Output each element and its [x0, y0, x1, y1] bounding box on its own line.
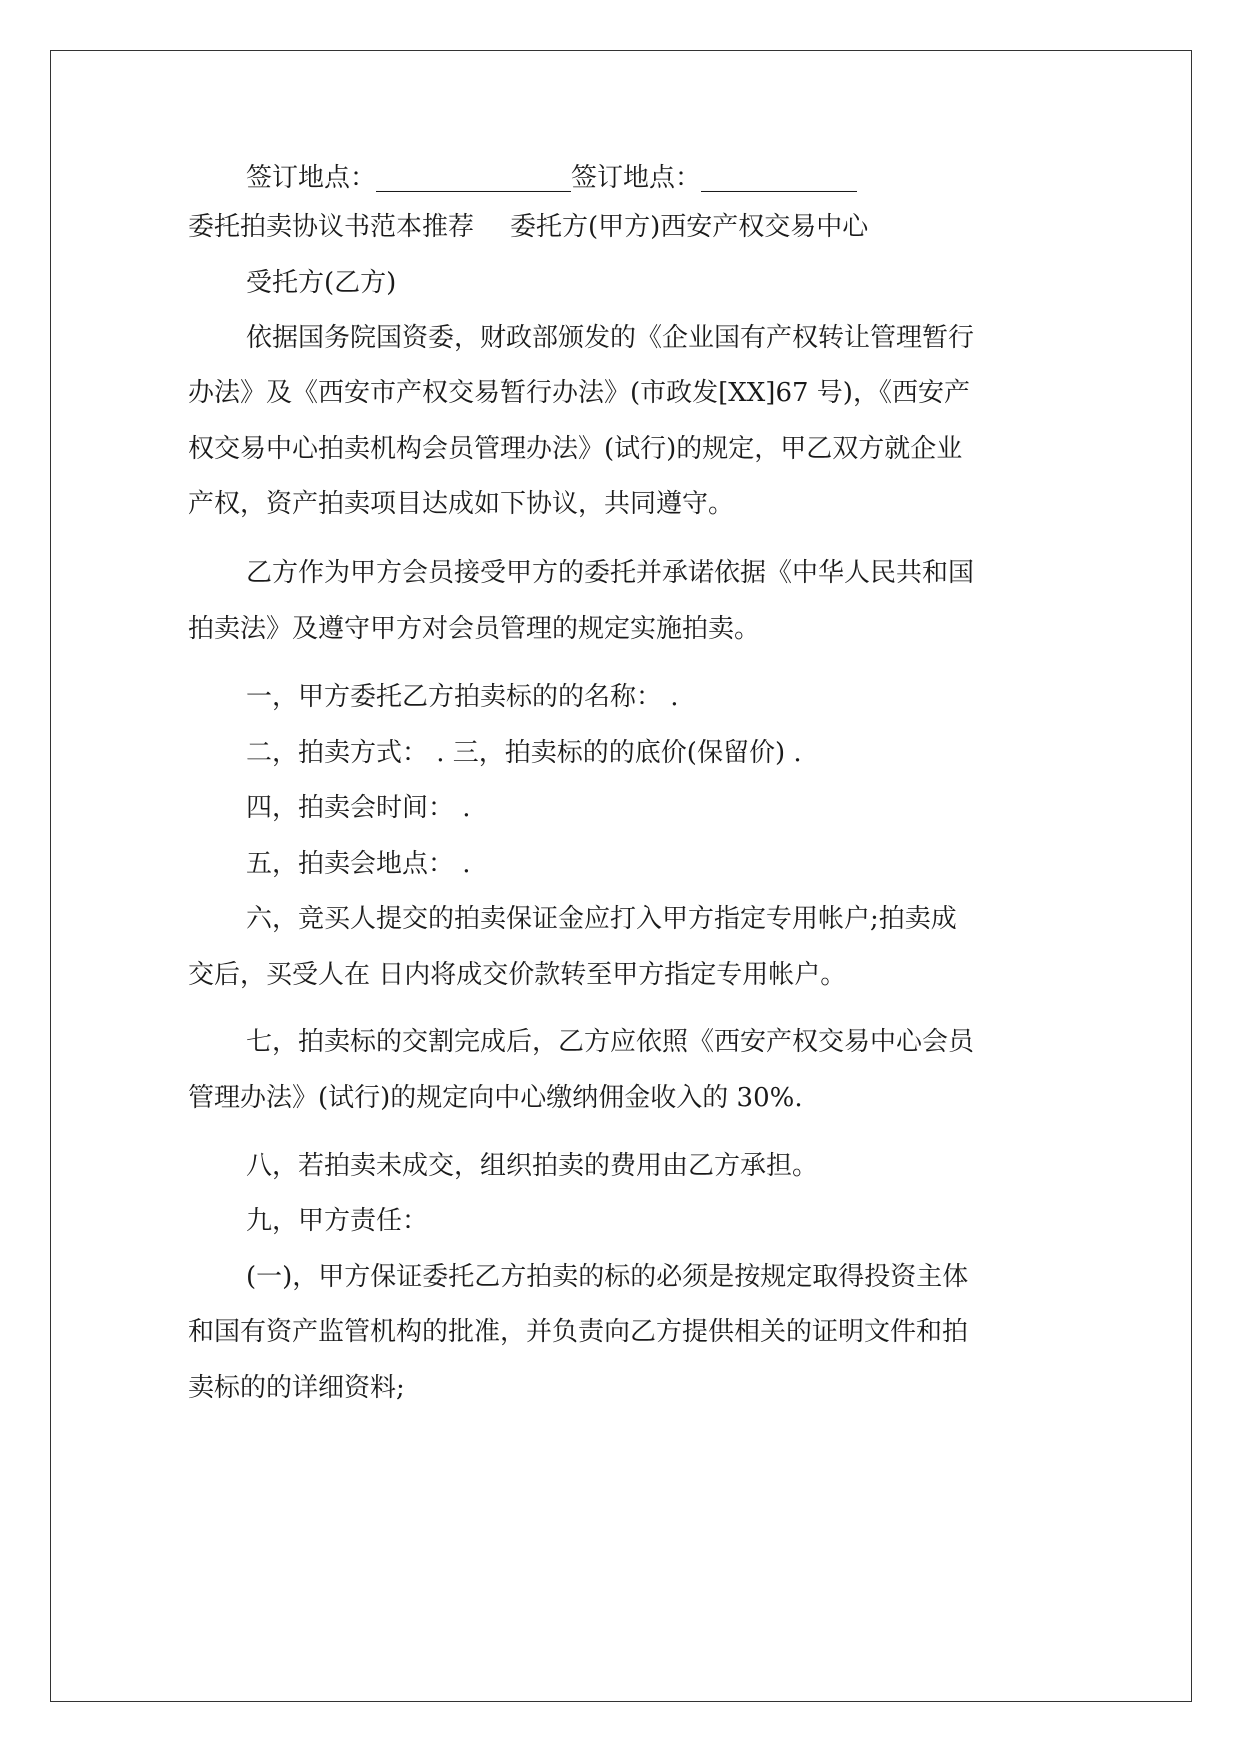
clause-1: 一，甲方委托乙方拍卖标的的名称： .	[246, 682, 679, 712]
title-and-client-line	[188, 207, 868, 247]
clause-9-1: (一)，甲方保证委托乙方拍卖的标的必须是按规定取得投资主体	[246, 1262, 969, 1292]
clause-6-cont: 交后，买受人在 日内将成交价款转至甲方指定专用帐户。	[188, 960, 847, 990]
clause-7: 七，拍卖标的交割完成后，乙方应依照《西安产权交易中心会员	[246, 1027, 975, 1057]
paragraph-line: 权交易中心拍卖机构会员管理办法》(试行)的规定，甲乙双方就企业	[188, 434, 963, 464]
paragraph-line: 依据国务院国资委，财政部颁发的《企业国有产权转让管理暂行	[246, 323, 975, 353]
paragraph-line: 产权，资产拍卖项目达成如下协议，共同遵守。	[188, 489, 735, 519]
clause-6: 六，竞买人提交的拍卖保证金应打入甲方指定专用帐户;拍卖成	[246, 904, 957, 934]
clause-7-cont: 管理办法》(试行)的规定向中心缴纳佣金收入的 30%.	[188, 1083, 803, 1113]
clause-4: 四，拍卖会时间： .	[246, 793, 471, 823]
clause-2-3: 二，拍卖方式： . 三，拍卖标的的底价(保留价) .	[246, 738, 802, 768]
clause-9-1-cont: 和国有资产监管机构的批准，并负责向乙方提供相关的证明文件和拍	[188, 1317, 969, 1347]
paragraph-line: 乙方作为甲方会员接受甲方的委托并承诺依据《中华人民共和国	[246, 558, 975, 588]
paragraph-line: 拍卖法》及遵守甲方对会员管理的规定实施拍卖。	[188, 614, 761, 644]
paragraph-line: 办法》及《西安市产权交易暂行办法》(市政发[XX]67 号)，《西安产	[188, 378, 970, 408]
clause-9-heading: 九，甲方责任：	[246, 1206, 429, 1236]
contractor-party: 受托方(乙方)	[246, 268, 397, 298]
clause-5: 五，拍卖会地点： .	[246, 849, 471, 879]
client-party: 委托方(甲方)西安产权交易中心	[510, 212, 869, 242]
signing-place-line: 签订地点：_______________签订地点：____________	[246, 163, 858, 193]
clause-8: 八，若拍卖未成交，组织拍卖的费用由乙方承担。	[246, 1151, 819, 1181]
clause-9-1-end: 卖标的的详细资料;	[188, 1373, 405, 1403]
document-title: 委托拍卖协议书范本推荐	[188, 212, 475, 242]
page-border	[50, 50, 1192, 1702]
